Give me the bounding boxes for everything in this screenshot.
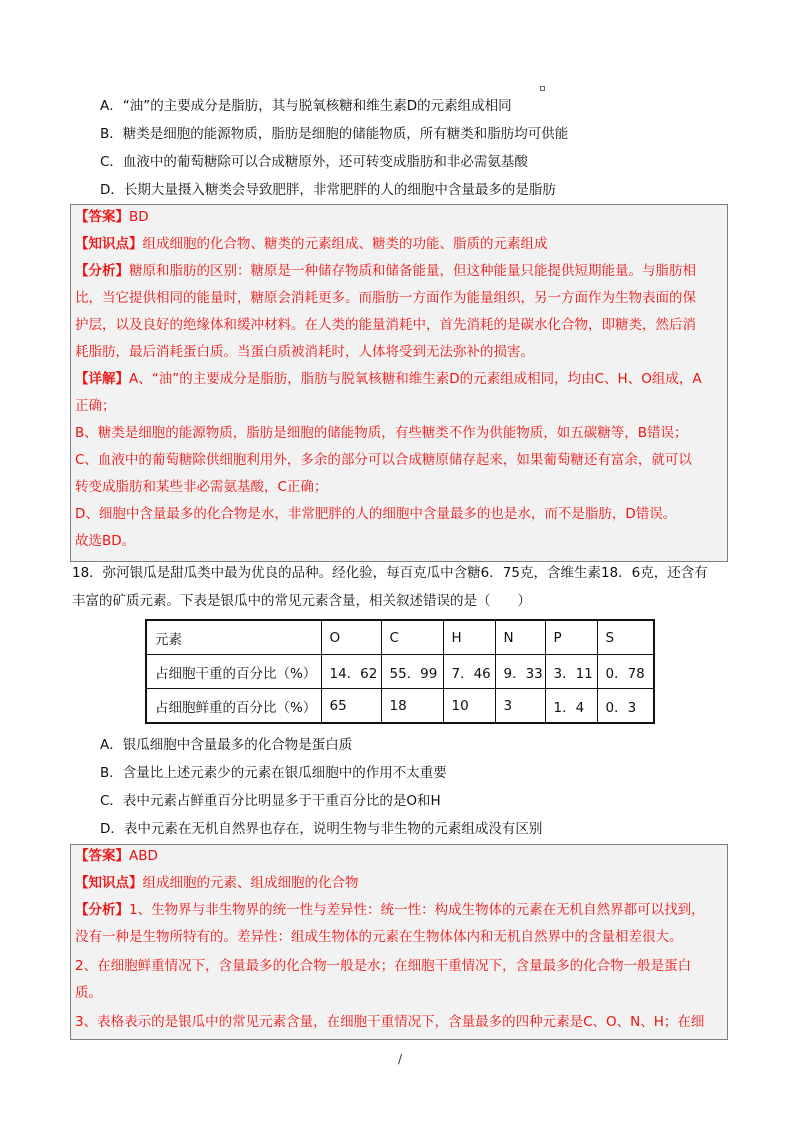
q18-analysis-line-1 [75,900,705,920]
analysis-text: 1、生物界与非生物界的统一性与差异性：统一性：构成生物体的元素在无机自然界都可以找到， [129,902,705,918]
answer-tag: 【答案】 [75,209,129,225]
table-cell: 占细胞干重的百分比（%） [146,655,321,689]
answer-value: BD [129,209,149,225]
table-row [146,689,654,724]
knowledge-tag: 【知识点】 [75,236,143,252]
analysis-text: 糖原和脂肪的区别：糖原是一种储存物质和储备能量，但这种能量只能提供短期能量。与脂肪相 [129,263,696,279]
q17-detail-line-7: 故选BD。 [75,533,136,549]
table-header-cell: N [495,620,545,655]
q18-analysis-line-3: 2、在细胞鲜重情况下，含量最多的化合物一般是水；在细胞干重情况下，含量最多的化合物一般是蛋白 [75,958,692,974]
answer-tag: 【答案】 [75,848,129,864]
table-cell: 占细胞鲜重的百分比（%） [146,689,321,724]
table-header-cell: P [545,620,597,655]
q17-detail-line-5: 转变成脂肪和某些非必需氨基酸，C正确； [75,479,328,495]
q17-option-b: B．糖类是细胞的能源物质，脂肪是细胞的储能物质，所有糖类和脂肪均可供能 [100,126,569,142]
q17-detail-line-3: B、糖类是细胞的能源物质，脂肪是细胞的储能物质，有些糖类不作为供能物质，如五碳糖等，B错误； [75,425,688,441]
table-cell: 10 [443,689,495,724]
q18-answer [75,846,158,866]
q17-answer [75,207,149,227]
q18-option-b: B．含量比上述元素少的元素在银瓜细胞中的作用不太重要 [100,765,447,781]
q17-option-a: A．“油”的主要成分是脂肪，其与脱氧核糖和维生素D的元素组成相同 [100,98,512,114]
table-header-cell: C [381,620,443,655]
table-cell: 3．11 [545,655,597,689]
q17-analysis-line-1 [75,261,696,281]
q17-detail-line-4: C、血液中的葡萄糖除供细胞利用外，多余的部分可以合成糖原储存起来，如果葡萄糖还有富余，就可以 [75,452,692,468]
knowledge-tag: 【知识点】 [75,875,143,891]
table-header-cell: H [443,620,495,655]
table-cell: 65 [321,689,381,724]
q17-analysis-line-2: 比，当它提供相同的能量时，糖原会消耗更多。而脂肪一方面作为能量组织，另一方面作为生物表面的保 [75,290,696,306]
knowledge-value: 组成细胞的化合物、糖类的元素组成、糖类的功能、脂质的元素组成 [142,236,548,252]
table-cell: 18 [381,689,443,724]
q17-detail-line-2: 正确； [75,398,116,414]
answer-value: ABD [129,848,158,864]
element-content-table [145,619,655,724]
table-cell: 0．3 [597,689,654,724]
table-cell: 3 [495,689,545,724]
q17-analysis-line-3: 护层，以及良好的绝缘体和缓冲材料。在人类的能量消耗中，首先消耗的是碳水化合物，即糖类，然后消 [75,317,696,333]
q18-stem-line-1: 18．弥河银瓜是甜瓜类中最为优良的品种。经化验，每百克瓜中含糖6．75克，含维生素18．6克，还含有 [72,565,708,581]
table-header-cell: O [321,620,381,655]
detail-tag: 【详解】 [75,371,129,387]
q18-knowledge [75,873,359,893]
table-cell: 9．33 [495,655,545,689]
q17-detail-line-1 [75,369,702,389]
q18-analysis-line-2: 没有一种是生物所特有的。差异性：组成生物体的元素在生物体体内和无机自然界中的含量相差很大。 [75,929,683,945]
q18-analysis-line-5: 3、表格表示的是银瓜中的常见元素含量，在细胞干重情况下，含量最多的四种元素是C、O、N、H；在细 [75,1014,705,1030]
q17-detail-line-6: D、细胞中含量最多的化合物是水，非常肥胖的人的细胞中含量最多的也是水，而不是脂肪，D错误。 [75,506,677,522]
detail-text: A、“油”的主要成分是脂肪，脂肪与脱氧核糖和维生素D的元素组成相同，均由C、H、O组成，A [129,371,702,387]
q18-analysis-line-4: 质。 [75,985,102,1001]
page-marker-square [540,86,545,91]
q18-option-c: C．表中元素占鲜重百分比明显多于干重百分比的是O和H [100,793,441,809]
table-header-cell: 元素 [146,620,321,655]
q17-analysis-line-4: 耗脂肪，最后消耗蛋白质。当蛋白质被消耗时，人体将受到无法弥补的损害。 [75,344,534,360]
table-header-cell: S [597,620,654,655]
q18-option-d: D．表中元素在无机自然界也存在，说明生物与非生物的元素组成没有区别 [100,821,543,837]
table-cell: 14．62 [321,655,381,689]
table-cell: 7．46 [443,655,495,689]
page-number: / [398,1052,403,1066]
q17-knowledge [75,234,548,254]
table-row [146,655,654,689]
q17-option-c: C．血液中的葡萄糖除可以合成糖原外，还可转变成脂肪和非必需氨基酸 [100,154,528,170]
q17-option-d: D．长期大量摄入糖类会导致肥胖，非常肥胖的人的细胞中含量最多的是脂肪 [100,182,556,198]
analysis-tag: 【分析】 [75,263,129,279]
q18-option-a: A．银瓜细胞中含量最多的化合物是蛋白质 [100,737,353,753]
table-cell: 55．99 [381,655,443,689]
analysis-tag: 【分析】 [75,902,129,918]
table-cell: 0．78 [597,655,654,689]
table-cell: 1．4 [545,689,597,724]
table-header-row [146,620,654,655]
knowledge-value: 组成细胞的元素、组成细胞的化合物 [142,875,359,891]
q18-stem-line-2: 丰富的矿质元素。下表是银瓜中的常见元素含量，相关叙述错误的是（ ） [72,593,531,609]
